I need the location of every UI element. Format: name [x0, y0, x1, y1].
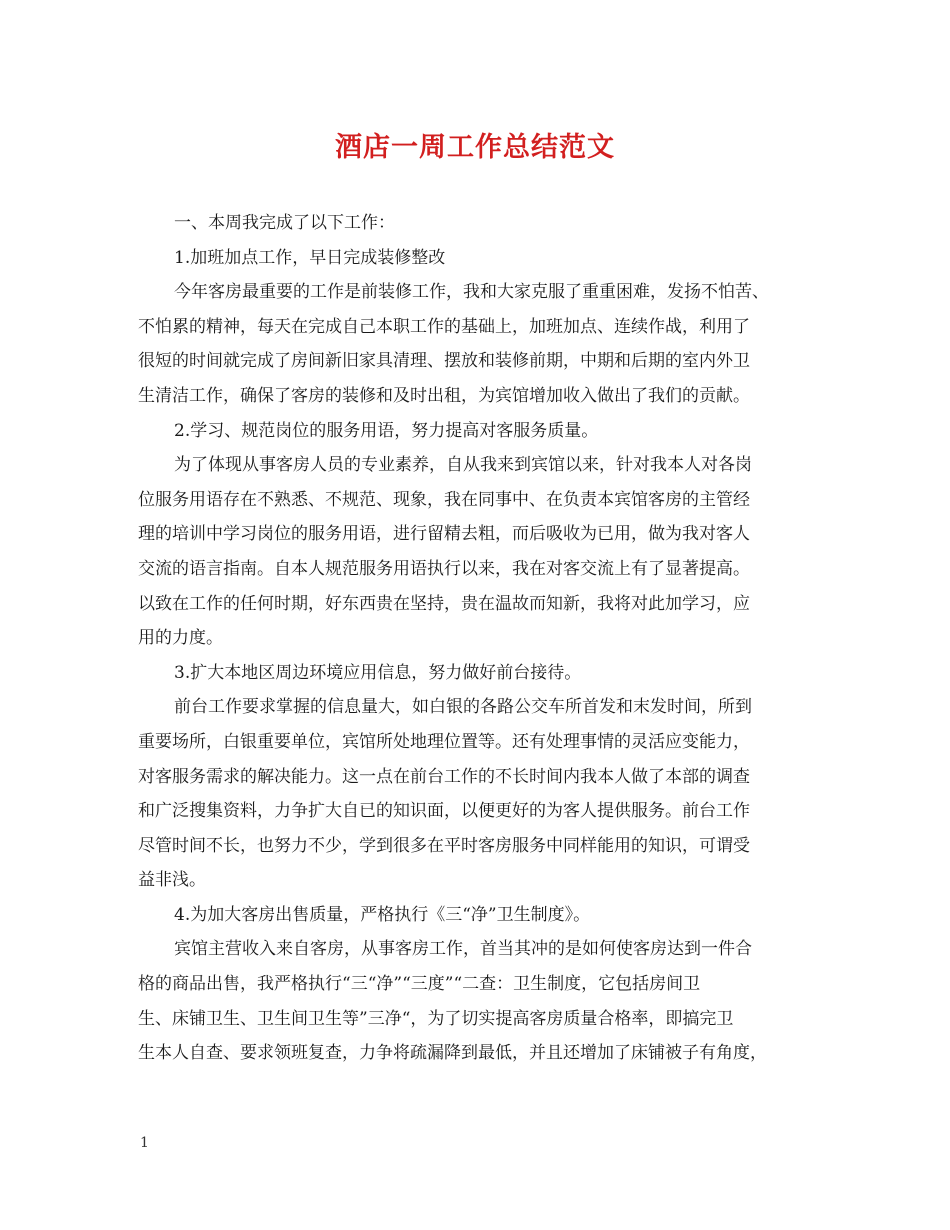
text-line: 前台工作要求掌握的信息量大，如白银的各路公交车所首发和末发时间，所到: [174, 697, 752, 718]
text-line: 很短的时间就完成了房间新旧家具清理、摆放和装修前期，中期和后期的室内外卫: [138, 351, 750, 372]
text-line: 4.为加大客房出售质量，严格执行《三“净”卫生制度》。: [174, 904, 591, 925]
text-line: 重要场所，白银重要单位，宾馆所处地理位置等。还有处理事情的灵活应变能力，: [138, 731, 750, 752]
text-line: 一、本周我完成了以下工作：: [174, 213, 395, 233]
document-body: [138, 206, 816, 1071]
text-line: 宾馆主营收入来自客房，从事客房工作，首当其冲的是如何使客房达到一件合: [174, 939, 752, 960]
text-line: 和广泛搜集资料，力争扩大自已的知识面，以便更好的为客人提供服务。前台工作: [138, 801, 750, 822]
text-line: 生清洁工作，确保了客房的装修和及时出租，为宾馆增加收入做出了我们的贡献。: [138, 385, 750, 406]
text-line: 益非浅。: [138, 870, 206, 891]
text-line: 1.加班加点工作，早日完成装修整改: [174, 247, 446, 268]
text-line: 用的力度。: [138, 628, 223, 649]
text-line: 以致在工作的任何时期，好东西贵在坚持，贵在温故而知新，我将对此加学习，应: [138, 593, 750, 614]
text-line: 对客服务需求的解决能力。这一点在前台工作的不长时间内我本人做了本部的调查: [138, 766, 750, 787]
text-line: 格的商品出售，我严格执行“三“净”“三度”“二查：卫生制度，它包括房间卫: [138, 974, 701, 995]
text-line: 生本人自查、要求领班复查，力争将疏漏降到最低，并且还增加了床铺被子有角度，: [138, 1043, 767, 1064]
page-number: 1: [140, 1135, 149, 1151]
text-line: 交流的语言指南。自本人规范服务用语执行以来，我在对客交流上有了显著提高。: [138, 558, 750, 579]
text-line: 尽管时间不长，也努力不少，学到很多在平时客房服务中同样能用的知识，可谓受: [138, 835, 750, 856]
document-title: 酒店一周工作总结范文: [335, 132, 615, 163]
text-line: 生、床铺卫生、卫生间卫生等”三净“，为了切实提高客房质量合格率，即搞完卫: [138, 1008, 734, 1029]
text-line: 不怕累的精神，每天在完成自己本职工作的基础上，加班加点、连续作战，利用了: [138, 316, 750, 337]
text-line: 位服务用语存在不熟悉、不规范、现象，我在同事中、在负责本宾馆客房的主管经: [138, 489, 750, 510]
text-line: 2.学习、规范岗位的服务用语，努力提高对客服务质量。: [174, 420, 599, 441]
text-line: 为了体现从事客房人员的专业素养，自从我来到宾馆以来，针对我本人对各岗: [174, 455, 752, 476]
text-line: 今年客房最重要的工作是前装修工作，我和大家克服了重重困难，发扬不怕苦、: [174, 282, 769, 303]
text-line: 理的培训中学习岗位的服务用语，进行留精去粗，而后吸收为已用，做为我对客人: [138, 524, 750, 545]
text-line: 3.扩大本地区周边环境应用信息，努力做好前台接待。: [174, 662, 582, 683]
